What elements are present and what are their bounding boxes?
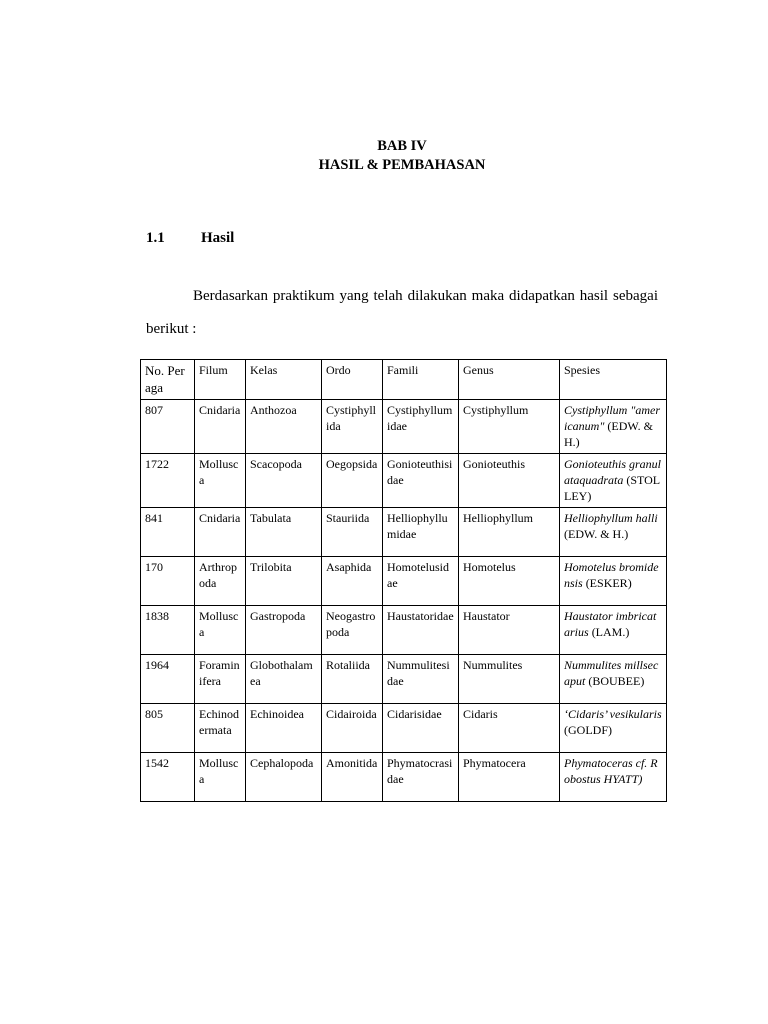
- spesies-name: Homotelus bromidensis: [564, 560, 659, 590]
- cell-no: 841: [141, 508, 195, 557]
- cell-ordo: Amonitida: [322, 753, 383, 802]
- cell-no: 170: [141, 557, 195, 606]
- cell-genus: Gonioteuthis: [459, 454, 560, 508]
- cell-filum: Cnidaria: [195, 508, 246, 557]
- cell-filum: Mollusca: [195, 606, 246, 655]
- section-number: 1.1: [146, 230, 165, 246]
- intro-paragraph: Berdasarkan praktikum yang telah dilakukan maka didapatkan hasil sebagai berikut :: [146, 288, 658, 337]
- table-row: [141, 454, 667, 508]
- cell-genus: Nummulites: [459, 655, 560, 704]
- header-kelas: Kelas: [246, 360, 322, 400]
- cell-famili: Gonioteuthisidae: [383, 454, 459, 508]
- cell-famili: Helliophyllumidae: [383, 508, 459, 557]
- spesies-name: Nummulites millsecaput: [564, 658, 659, 688]
- cell-no: 1964: [141, 655, 195, 704]
- chapter-heading: [0, 137, 768, 175]
- cell-famili: Haustatoridae: [383, 606, 459, 655]
- cell-filum: Arthropoda: [195, 557, 246, 606]
- spesies-name: Haustator imbricatarius: [564, 609, 657, 639]
- header-genus: Genus: [459, 360, 560, 400]
- cell-ordo: Cystiphyllida: [322, 400, 383, 454]
- cell-kelas: Trilobita: [246, 557, 322, 606]
- cell-no: 805: [141, 704, 195, 753]
- cell-spesies: [560, 753, 667, 802]
- cell-ordo: Rotaliida: [322, 655, 383, 704]
- table-header-row: [141, 360, 667, 400]
- cell-ordo: Asaphida: [322, 557, 383, 606]
- cell-spesies: [560, 454, 667, 508]
- cell-filum: Foraminifera: [195, 655, 246, 704]
- spesies-author: (STOLLEY): [564, 473, 661, 503]
- cell-spesies: [560, 704, 667, 753]
- spesies-author: (BOUBEE): [588, 674, 645, 688]
- results-table: [140, 359, 667, 802]
- cell-spesies: [560, 606, 667, 655]
- cell-genus: Cystiphyllum: [459, 400, 560, 454]
- spesies-author: (EDW. & H.): [564, 527, 629, 541]
- header-no-peraga: No. Peraga: [141, 360, 195, 400]
- cell-ordo: Oegopsida: [322, 454, 383, 508]
- spesies-name: Gonioteuthis granulataquadrata: [564, 457, 662, 487]
- header-filum: Filum: [195, 360, 246, 400]
- cell-genus: Homotelus: [459, 557, 560, 606]
- cell-kelas: Tabulata: [246, 508, 322, 557]
- cell-famili: Cidarisidae: [383, 704, 459, 753]
- cell-ordo: Stauriida: [322, 508, 383, 557]
- table-row: [141, 704, 667, 753]
- cell-kelas: Cephalopoda: [246, 753, 322, 802]
- chapter-title: HASIL & PEMBAHASAN: [318, 157, 486, 173]
- cell-ordo: Cidairoida: [322, 704, 383, 753]
- table-row: [141, 753, 667, 802]
- cell-spesies: [560, 655, 667, 704]
- cell-kelas: Echinoidea: [246, 704, 322, 753]
- cell-kelas: Globothalamea: [246, 655, 322, 704]
- section-title: Hasil: [201, 230, 235, 246]
- spesies-name: Helliophyllum halli: [564, 511, 658, 525]
- table-row: [141, 557, 667, 606]
- cell-genus: Cidaris: [459, 704, 560, 753]
- spesies-author: (GOLDF): [564, 723, 612, 737]
- table-row: [141, 400, 667, 454]
- table-row: [141, 508, 667, 557]
- cell-kelas: Gastropoda: [246, 606, 322, 655]
- header-famili: Famili: [383, 360, 459, 400]
- table-row: [141, 655, 667, 704]
- cell-no: 1722: [141, 454, 195, 508]
- header-spesies: Spesies: [560, 360, 667, 400]
- spesies-author: (ESKER): [585, 576, 632, 590]
- cell-genus: Phymatocera: [459, 753, 560, 802]
- spesies-author: (LAM.): [591, 625, 630, 639]
- cell-famili: Phymatocrasidae: [383, 753, 459, 802]
- cell-spesies: [560, 557, 667, 606]
- cell-genus: Helliophyllum: [459, 508, 560, 557]
- cell-famili: Homotelusidae: [383, 557, 459, 606]
- cell-no: 807: [141, 400, 195, 454]
- spesies-name: Phymatoceras cf. Robostus HYATT): [564, 756, 658, 786]
- section-heading: [146, 230, 234, 247]
- cell-filum: Cnidaria: [195, 400, 246, 454]
- spesies-author: (EDW. & H.): [564, 419, 653, 449]
- cell-famili: Nummulitesidae: [383, 655, 459, 704]
- cell-spesies: [560, 508, 667, 557]
- cell-filum: Echinodermata: [195, 704, 246, 753]
- chapter-label: BAB IV: [377, 138, 427, 154]
- cell-ordo: Neogastropoda: [322, 606, 383, 655]
- cell-genus: Haustator: [459, 606, 560, 655]
- spesies-name: Cystiphyllum "americanum": [564, 403, 661, 433]
- header-ordo: Ordo: [322, 360, 383, 400]
- cell-no: 1542: [141, 753, 195, 802]
- cell-no: 1838: [141, 606, 195, 655]
- spesies-name: ‘Cidaris’ vesikularis: [564, 707, 662, 721]
- cell-kelas: Scacopoda: [246, 454, 322, 508]
- cell-filum: Mollusca: [195, 753, 246, 802]
- table-row: [141, 606, 667, 655]
- cell-spesies: [560, 400, 667, 454]
- cell-filum: Mollusca: [195, 454, 246, 508]
- cell-kelas: Anthozoa: [246, 400, 322, 454]
- cell-famili: Cystiphyllumidae: [383, 400, 459, 454]
